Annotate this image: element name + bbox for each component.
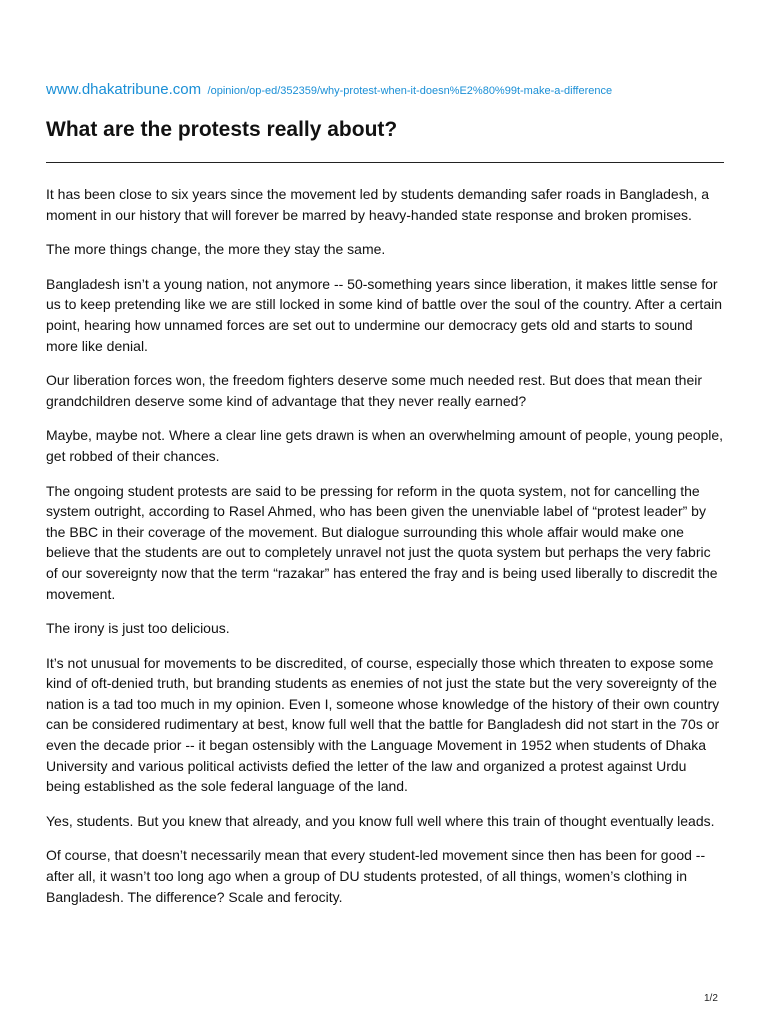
article-paragraph: The irony is just too delicious. (46, 620, 230, 637)
article-paragraph: Our liberation forces won, the freedom fighters deserve some much needed rest. But does that mean their grandchildren deserve some kind of advantage that they never really earned? (46, 372, 703, 409)
source-domain-link[interactable]: www.dhakatribune.com (46, 81, 202, 98)
article-paragraph: It has been close to six years since the movement led by students demanding safer roads in Bangladesh, a moment in our history that will forever be marred by heavy-handed state response and broken promises. (46, 186, 710, 223)
article-paragraph: It’s not unusual for movements to be discredited, of course, especially those which threaten to expose some kind of oft-denied truth, but branding students as enemies of not just the state but the very sovereignty of the nation is a tad too much in my opinion. Even I, someone whose knowledge of the history of their own country can be considered rudimentary at best, know full well that the battle for Bangladesh did not start in the 70s or even the decade prior -- it began ostensibly with the Language Movement in 1952 when students of Dhaka University and various political activists defied the letter of the law and organized a protest against Urdu being established as the sole federal language of the land. (46, 654, 720, 795)
article-title: What are the protests really about? (46, 118, 398, 141)
article-paragraph: Yes, students. But you knew that already, and you know full well where this train of thought eventually leads. (46, 812, 715, 829)
article-paragraph: Of course, that doesn’t necessarily mean that every student-led movement since then has been for good -- after all, it wasn’t too long ago when a group of DU students protested, of all things, women’s clothing in Bangladesh. The difference? Scale and ferocity. (46, 847, 706, 905)
article-body (46, 184, 724, 921)
source-url[interactable] (46, 81, 612, 99)
article-paragraph: Maybe, maybe not. Where a clear line gets drawn is when an overwhelming amount of people, young people, get robbed of their chances. (46, 427, 724, 464)
article-paragraph: The more things change, the more they stay the same. (46, 241, 386, 258)
article-paragraph: The ongoing student protests are said to be pressing for reform in the quota system, not for cancelling the system outright, according to Rasel Ahmed, who has been given the unenviable label of “protest leader” by the BBC in their coverage of the movement. But dialogue surrounding this whole affair would make one believe that the students are out to completely unravel not just the quota system but perhaps the very fabric of our sovereignty now that the term “razakar” has entered the fray and is being used liberally to discredit the movement. (46, 482, 718, 602)
article-paragraph: Bangladesh isn’t a young nation, not anymore -- 50-something years since liberation, it makes little sense for us to keep pretending like we are still locked in some kind of battle over the soul of the country. After a certain point, hearing how unnamed forces are set out to undermine our democracy gets old and starts to sound more like denial. (46, 275, 722, 354)
source-path-link[interactable]: /opinion/op-ed/352359/why-protest-when-it-doesn%E2%80%99t-make-a-difference (207, 85, 613, 97)
title-divider (46, 162, 724, 163)
page-number: 1/2 (704, 993, 718, 1004)
